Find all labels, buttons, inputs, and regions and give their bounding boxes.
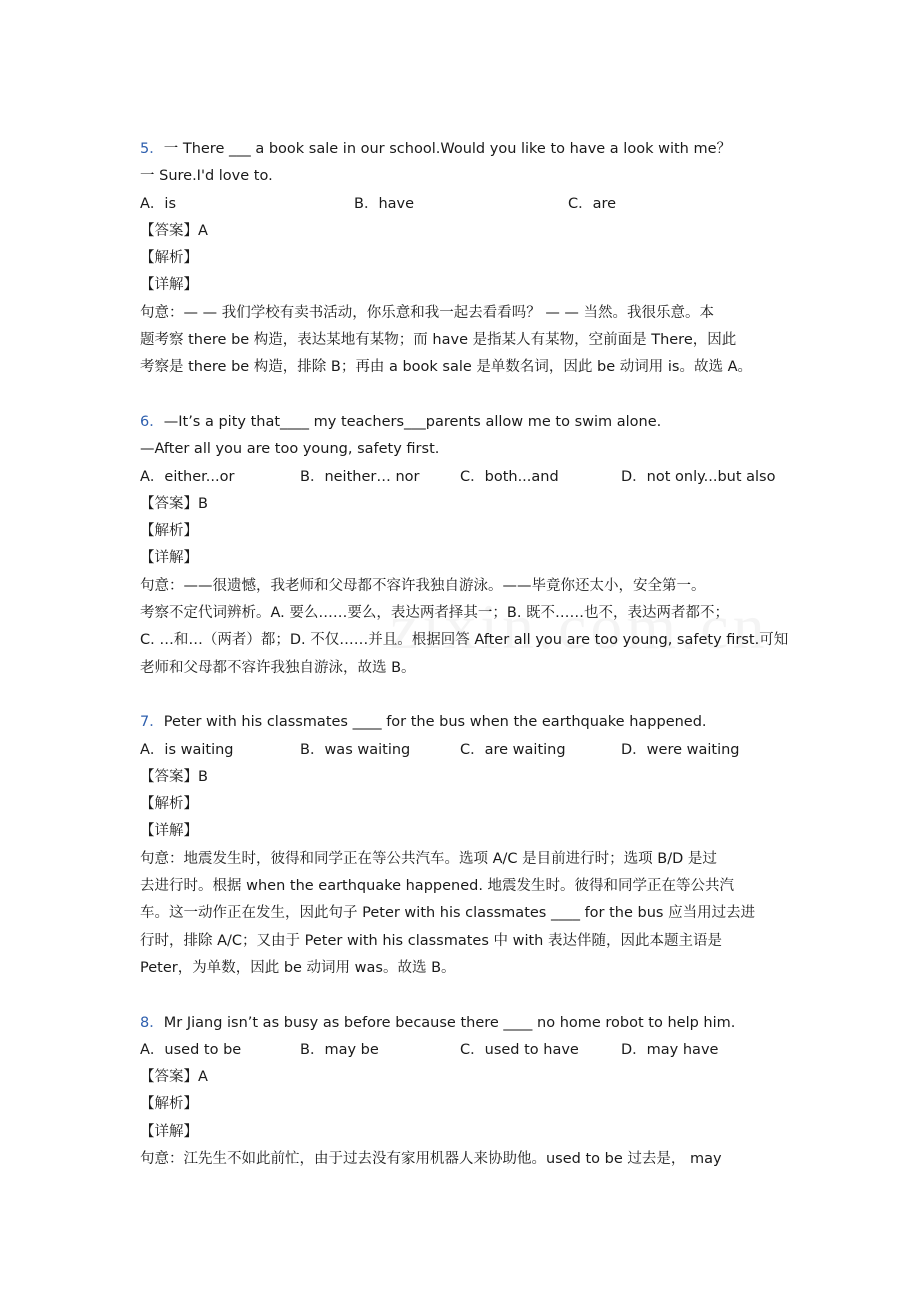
explanation-line: 题考察 there be 构造，表达某地有某物；而 have 是指某人有某物，空前面是 There，因此	[140, 332, 737, 349]
explanation-line: 老师和父母都不容许我独自游泳，故选 B。	[140, 659, 416, 676]
answer: 【答案】B	[140, 768, 208, 785]
options-row	[140, 737, 780, 764]
explanation-line: 考察不定代词辨析。A. 要么……要么，表达两者择其一；B. 既不……也不，表达两者都不；	[140, 605, 730, 622]
question-stem: —After all you are too young, safety first.	[140, 441, 440, 458]
analysis-heading: 【解析】	[140, 523, 198, 540]
question-number: 5．	[140, 141, 164, 157]
spacer	[140, 982, 780, 1009]
explanation-line: 句意：地震发生时，彼得和同学正在等公共汽车。选项 A/C 是目前进行时；选项 B/D 是过	[140, 850, 717, 867]
option-a: A．used to be	[140, 1041, 242, 1058]
option-c: C．both...and	[460, 468, 559, 485]
question-5	[140, 136, 780, 382]
question-number: 6．	[140, 413, 164, 430]
question-7	[140, 709, 780, 982]
question-number: 8．	[140, 1014, 164, 1031]
options-row	[140, 464, 780, 491]
document-page	[140, 136, 789, 1173]
option-c: C．are	[568, 195, 617, 212]
explanation-line: 句意：— — 我们学校有卖书活动，你乐意和我一起去看看吗？ — — 当然。我很乐意。本	[140, 304, 715, 321]
options-row	[140, 1037, 780, 1064]
question-stem: 7．Peter with his classmates ____ for the bus when the earthquake happened.	[140, 714, 707, 731]
option-b: B．may be	[300, 1041, 379, 1058]
options-row	[140, 191, 780, 218]
question-stem: 一 Sure.I'd love to.	[140, 168, 273, 185]
question-stem: 8．Mr Jiang isn’t as busy as before because there ____ no home robot to help him.	[140, 1014, 736, 1031]
question-6	[140, 409, 789, 682]
analysis-heading: 【解析】	[140, 250, 198, 267]
option-b: B．was waiting	[300, 741, 411, 758]
option-a: A．is	[140, 195, 177, 212]
option-c: C．are waiting	[460, 741, 566, 758]
option-d: D．may have	[621, 1041, 719, 1058]
analysis-heading: 【解析】	[140, 796, 198, 813]
answer: 【答案】A	[140, 1069, 208, 1086]
option-b: B．have	[354, 195, 415, 212]
explanation-line: C. …和…（两者）都；D. 不仅……并且。根据回答 After all you are too young, safety first.可知	[140, 632, 789, 649]
explanation-line: 句意：——很遗憾，我老师和父母都不容许我独自游泳。——毕竟你还太小，安全第一。	[140, 577, 706, 594]
question-number: 7．	[140, 714, 164, 731]
explanation-line: 行时，排除 A/C；又由于 Peter with his classmates 中 with 表达伴随，因此本题主语是	[140, 932, 722, 949]
option-a: A．is waiting	[140, 741, 234, 758]
explanation-line: 去进行时。根据 when the earthquake happened. 地震发生时。彼得和同学正在等公共汽	[140, 878, 735, 895]
detail-heading: 【详解】	[140, 277, 198, 294]
option-b: B．neither… nor	[300, 468, 420, 485]
answer: 【答案】B	[140, 495, 208, 512]
option-a: A．either...or	[140, 468, 235, 485]
question-8	[140, 1010, 780, 1174]
option-d: D．were waiting	[621, 741, 740, 758]
explanation-line: 句意：江先生不如此前忙，由于过去没有家用机器人来协助他。used to be 过去是， may	[140, 1150, 722, 1167]
question-stem: 6．—It’s a pity that____ my teachers___parents allow me to swim alone.	[140, 413, 662, 430]
spacer	[140, 682, 780, 709]
explanation-line: Peter，为单数，因此 be 动词用 was。故选 B。	[140, 959, 456, 976]
answer: 【答案】A	[140, 222, 208, 239]
detail-heading: 【详解】	[140, 550, 198, 567]
explanation-line: 考察是 there be 构造，排除 B；再由 a book sale 是单数名词，因此 be 动词用 is。故选 A。	[140, 359, 752, 376]
question-stem: 5．一 There ___ a book sale in our school.Would you like to have a look with me？	[140, 141, 731, 157]
explanation-line: 车。这一动作正在发生，因此句子 Peter with his classmates ____ for the bus 应当用过去进	[140, 905, 756, 922]
detail-heading: 【详解】	[140, 823, 198, 840]
spacer	[140, 382, 780, 409]
option-d: D．not only...but also	[621, 468, 776, 485]
analysis-heading: 【解析】	[140, 1096, 198, 1113]
option-c: C．used to have	[460, 1041, 579, 1058]
detail-heading: 【详解】	[140, 1123, 198, 1140]
